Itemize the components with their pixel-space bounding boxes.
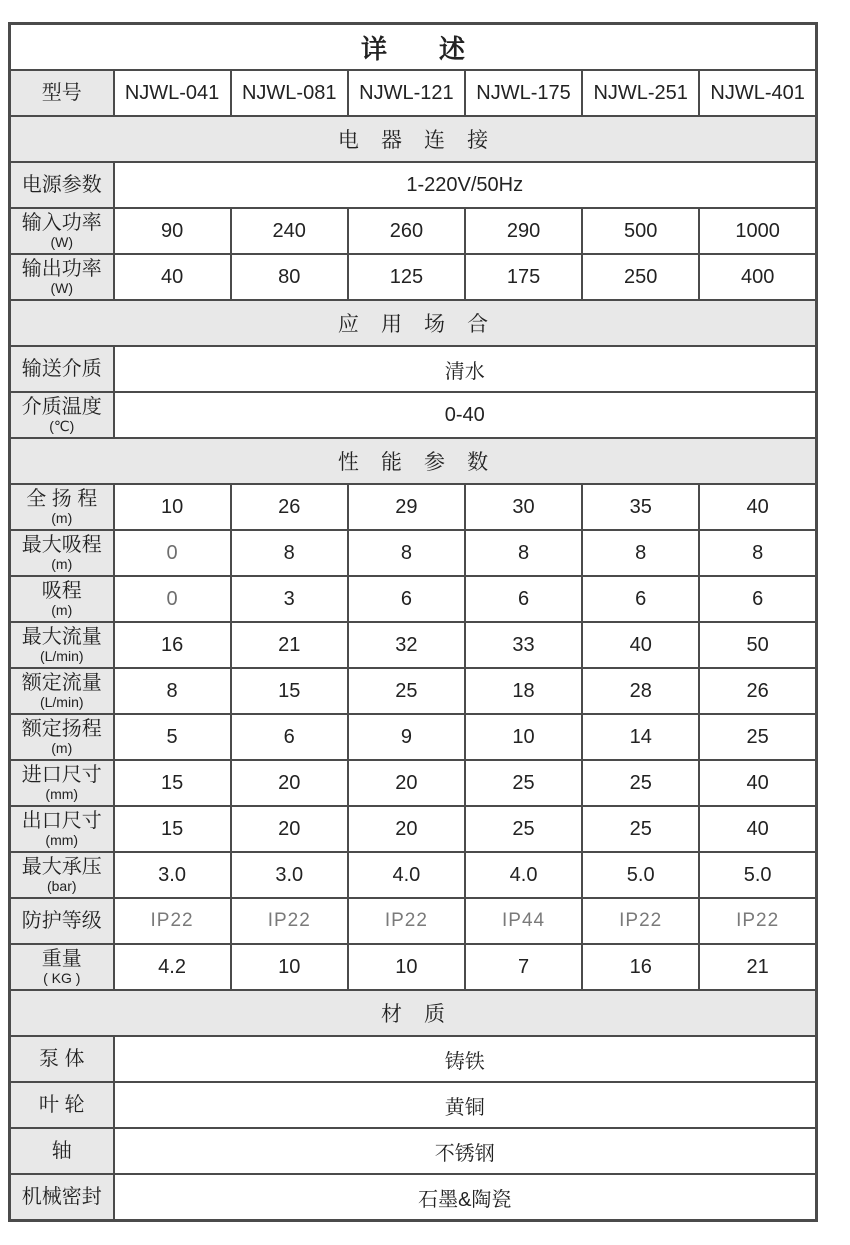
row-impeller bbox=[10, 1082, 817, 1128]
cell-value: 4.2 bbox=[114, 944, 231, 990]
cell-model: NJWL-251 bbox=[582, 70, 699, 116]
row-label bbox=[10, 162, 114, 208]
row-medium bbox=[10, 346, 817, 392]
row-outlet-size bbox=[10, 806, 817, 852]
row-input-power bbox=[10, 208, 817, 254]
row-label bbox=[10, 346, 114, 392]
cell-value: 260 bbox=[348, 208, 465, 254]
section-material bbox=[10, 990, 817, 1036]
row-label bbox=[10, 944, 114, 990]
row-label-text: 最大吸程 bbox=[21, 534, 102, 556]
row-rated-flow bbox=[10, 668, 817, 714]
cell-value: 0 bbox=[114, 530, 231, 576]
cell-value: 25 bbox=[348, 668, 465, 714]
cell-model: NJWL-081 bbox=[231, 70, 348, 116]
cell-value: 16 bbox=[114, 622, 231, 668]
row-output-power bbox=[10, 254, 817, 300]
cell-value: IP44 bbox=[465, 898, 582, 944]
row-label bbox=[10, 254, 114, 300]
row-suction bbox=[10, 576, 817, 622]
cell-value: 30 bbox=[465, 484, 582, 530]
section-header: 材质 bbox=[10, 990, 817, 1036]
cell-value: 不锈钢 bbox=[114, 1128, 817, 1174]
row-mechanical-seal bbox=[10, 1174, 817, 1221]
row-power-params bbox=[10, 162, 817, 208]
cell-value: 3 bbox=[231, 576, 348, 622]
cell-value: 石墨&陶瓷 bbox=[114, 1174, 817, 1221]
cell-model: NJWL-041 bbox=[114, 70, 231, 116]
cell-model: NJWL-175 bbox=[465, 70, 582, 116]
cell-value: 1-220V/50Hz bbox=[114, 162, 817, 208]
cell-value: 25 bbox=[465, 806, 582, 852]
cell-value: 20 bbox=[348, 760, 465, 806]
section-application bbox=[10, 300, 817, 346]
row-label-text: 防护等级 bbox=[21, 909, 102, 932]
cell-value: 8 bbox=[114, 668, 231, 714]
cell-value: 10 bbox=[465, 714, 582, 760]
cell-value: 40 bbox=[699, 760, 816, 806]
cell-value: 4.0 bbox=[465, 852, 582, 898]
cell-value: 40 bbox=[699, 484, 816, 530]
cell-value: 8 bbox=[699, 530, 816, 576]
cell-value: 20 bbox=[231, 806, 348, 852]
row-label bbox=[10, 70, 114, 116]
cell-value: 25 bbox=[582, 806, 699, 852]
row-label bbox=[10, 208, 114, 254]
cell-value: 16 bbox=[582, 944, 699, 990]
row-protection-class bbox=[10, 898, 817, 944]
cell-value: 8 bbox=[465, 530, 582, 576]
row-label-text: 额定扬程 bbox=[21, 718, 102, 740]
row-label bbox=[10, 1174, 114, 1221]
cell-value: 8 bbox=[348, 530, 465, 576]
cell-value: 25 bbox=[699, 714, 816, 760]
cell-value: 21 bbox=[699, 944, 816, 990]
section-header: 电器连接 bbox=[10, 116, 817, 162]
cell-value: 20 bbox=[231, 760, 348, 806]
cell-value: 8 bbox=[582, 530, 699, 576]
cell-value: 0 bbox=[114, 576, 231, 622]
row-label-unit: (L/min) bbox=[39, 648, 84, 664]
cell-model: NJWL-401 bbox=[699, 70, 816, 116]
row-label bbox=[10, 1082, 114, 1128]
row-label bbox=[10, 530, 114, 576]
row-weight bbox=[10, 944, 817, 990]
cell-value: 500 bbox=[582, 208, 699, 254]
cell-value: 3.0 bbox=[231, 852, 348, 898]
row-label-text: 叶 轮 bbox=[38, 1093, 85, 1116]
row-label-text: 泵 体 bbox=[38, 1047, 85, 1070]
row-label-unit: (bar) bbox=[46, 878, 77, 894]
cell-value: 40 bbox=[699, 806, 816, 852]
cell-value: 15 bbox=[114, 760, 231, 806]
row-label bbox=[10, 484, 114, 530]
row-label-text: 最大承压 bbox=[21, 856, 102, 878]
cell-value: 90 bbox=[114, 208, 231, 254]
row-model bbox=[10, 70, 817, 116]
row-label-unit: (m) bbox=[51, 556, 73, 572]
cell-value: 清水 bbox=[114, 346, 817, 392]
cell-value: 10 bbox=[114, 484, 231, 530]
row-pump-body bbox=[10, 1036, 817, 1082]
row-label-unit: (mm) bbox=[45, 832, 79, 848]
row-max-pressure bbox=[10, 852, 817, 898]
cell-value: 25 bbox=[582, 760, 699, 806]
cell-value: 10 bbox=[231, 944, 348, 990]
cell-value: IP22 bbox=[348, 898, 465, 944]
cell-value: IP22 bbox=[699, 898, 816, 944]
cell-value: 5 bbox=[114, 714, 231, 760]
row-label-text: 额定流量 bbox=[21, 672, 102, 694]
row-label-text: 输入功率 bbox=[21, 212, 102, 234]
row-label-text: 重量 bbox=[41, 948, 82, 970]
cell-value: 400 bbox=[699, 254, 816, 300]
row-shaft bbox=[10, 1128, 817, 1174]
row-label bbox=[10, 852, 114, 898]
cell-value: 6 bbox=[465, 576, 582, 622]
cell-value: 21 bbox=[231, 622, 348, 668]
cell-value: 290 bbox=[465, 208, 582, 254]
cell-model: NJWL-121 bbox=[348, 70, 465, 116]
cell-value: 15 bbox=[114, 806, 231, 852]
cell-value: 7 bbox=[465, 944, 582, 990]
cell-value: 175 bbox=[465, 254, 582, 300]
cell-value: 4.0 bbox=[348, 852, 465, 898]
cell-value: 18 bbox=[465, 668, 582, 714]
row-label bbox=[10, 1036, 114, 1082]
row-label bbox=[10, 806, 114, 852]
row-label bbox=[10, 898, 114, 944]
row-label-unit: (W) bbox=[50, 280, 74, 296]
row-label-text: 输出功率 bbox=[21, 258, 102, 280]
cell-value: 5.0 bbox=[582, 852, 699, 898]
row-label-text: 机械密封 bbox=[21, 1185, 102, 1208]
cell-value: IP22 bbox=[114, 898, 231, 944]
cell-value: 80 bbox=[231, 254, 348, 300]
row-label bbox=[10, 576, 114, 622]
section-performance bbox=[10, 438, 817, 484]
row-label-unit: (mm) bbox=[45, 786, 79, 802]
cell-value: 125 bbox=[348, 254, 465, 300]
row-label-unit: (L/min) bbox=[39, 694, 84, 710]
cell-value: 50 bbox=[699, 622, 816, 668]
cell-value: 35 bbox=[582, 484, 699, 530]
row-label-text: 介质温度 bbox=[21, 396, 102, 418]
row-label-unit: (℃) bbox=[49, 418, 75, 434]
row-label-unit: (m) bbox=[51, 602, 73, 618]
row-label-text: 输送介质 bbox=[21, 357, 102, 380]
row-label-text: 吸程 bbox=[41, 580, 82, 602]
cell-value: 28 bbox=[582, 668, 699, 714]
cell-value: 33 bbox=[465, 622, 582, 668]
row-label bbox=[10, 714, 114, 760]
row-inlet-size bbox=[10, 760, 817, 806]
row-max-flow bbox=[10, 622, 817, 668]
cell-value: 黄铜 bbox=[114, 1082, 817, 1128]
row-label-text: 出口尺寸 bbox=[21, 810, 102, 832]
row-label-text: 型号 bbox=[41, 81, 82, 104]
row-label-unit: ( KG ) bbox=[43, 970, 81, 986]
row-label bbox=[10, 760, 114, 806]
cell-value: 26 bbox=[699, 668, 816, 714]
cell-value: 3.0 bbox=[114, 852, 231, 898]
page-title: 详述 bbox=[10, 24, 817, 71]
section-header: 应用场合 bbox=[10, 300, 817, 346]
row-label bbox=[10, 1128, 114, 1174]
cell-value: 6 bbox=[231, 714, 348, 760]
cell-value: IP22 bbox=[582, 898, 699, 944]
row-label bbox=[10, 668, 114, 714]
row-label-text: 轴 bbox=[51, 1139, 72, 1162]
cell-value: 40 bbox=[114, 254, 231, 300]
cell-value: 15 bbox=[231, 668, 348, 714]
cell-value: 240 bbox=[231, 208, 348, 254]
cell-value: IP22 bbox=[231, 898, 348, 944]
row-label-unit: (m) bbox=[51, 740, 73, 756]
row-label-unit: (m) bbox=[51, 510, 73, 526]
section-header: 性能参数 bbox=[10, 438, 817, 484]
cell-value: 40 bbox=[582, 622, 699, 668]
row-rated-head bbox=[10, 714, 817, 760]
cell-value: 6 bbox=[348, 576, 465, 622]
cell-value: 6 bbox=[699, 576, 816, 622]
cell-value: 8 bbox=[231, 530, 348, 576]
spec-table bbox=[8, 22, 818, 1222]
section-electrical bbox=[10, 116, 817, 162]
row-label-text: 电源参数 bbox=[21, 173, 102, 196]
row-total-head bbox=[10, 484, 817, 530]
row-label-unit: (W) bbox=[50, 234, 74, 250]
row-label bbox=[10, 392, 114, 438]
cell-value: 14 bbox=[582, 714, 699, 760]
cell-value: 9 bbox=[348, 714, 465, 760]
cell-value: 25 bbox=[465, 760, 582, 806]
cell-value: 铸铁 bbox=[114, 1036, 817, 1082]
row-label-text: 进口尺寸 bbox=[21, 764, 102, 786]
cell-value: 250 bbox=[582, 254, 699, 300]
cell-value: 5.0 bbox=[699, 852, 816, 898]
cell-value: 1000 bbox=[699, 208, 816, 254]
cell-value: 29 bbox=[348, 484, 465, 530]
cell-value: 20 bbox=[348, 806, 465, 852]
row-title bbox=[10, 24, 817, 71]
row-label-text: 最大流量 bbox=[21, 626, 102, 648]
cell-value: 32 bbox=[348, 622, 465, 668]
cell-value: 6 bbox=[582, 576, 699, 622]
cell-value: 26 bbox=[231, 484, 348, 530]
cell-value: 10 bbox=[348, 944, 465, 990]
cell-value: 0-40 bbox=[114, 392, 817, 438]
row-medium-temp bbox=[10, 392, 817, 438]
row-label-text: 全 扬 程 bbox=[26, 488, 98, 510]
row-label bbox=[10, 622, 114, 668]
row-max-suction bbox=[10, 530, 817, 576]
